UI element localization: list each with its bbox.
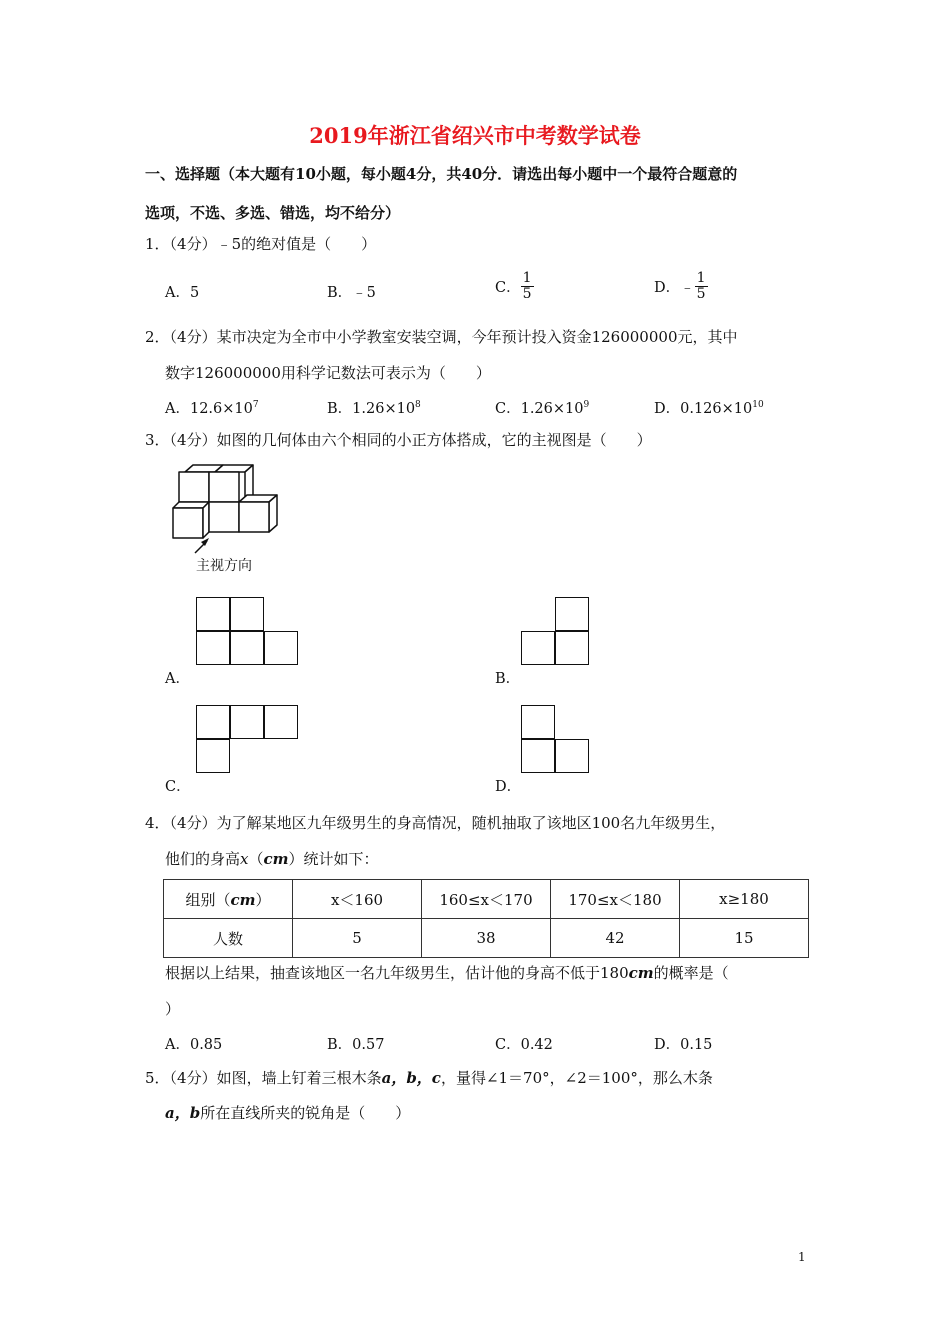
q4-stem2-var: x bbox=[240, 850, 249, 868]
q4-stem-line2 bbox=[165, 848, 379, 869]
q1-d-denominator: 5 bbox=[696, 286, 706, 302]
table-cell: x≥180 bbox=[680, 880, 809, 919]
grid-cell bbox=[521, 705, 555, 739]
q3-view-direction-label: 主视方向 bbox=[196, 558, 252, 574]
q4-stem2-mid: （ bbox=[248, 850, 264, 868]
q2-c-base: C．1.26×10 bbox=[495, 401, 584, 417]
q4-after-line2: ） bbox=[165, 1000, 181, 1018]
q2-d-exp: 10 bbox=[752, 400, 764, 410]
q1-option-d-prefix: D．﹣ bbox=[654, 280, 695, 296]
q4-option-a: A．0.85 bbox=[165, 1037, 223, 1053]
q3-option-c-label: C． bbox=[165, 779, 191, 795]
q3-option-d-label: D． bbox=[495, 779, 522, 795]
grid-cell bbox=[521, 631, 555, 665]
q3-stem: 3．（4分）如图的几何体由六个相同的小正方体搭成，它的主视图是（ ） bbox=[145, 431, 652, 449]
table-cell: 160≤x＜170 bbox=[422, 880, 551, 919]
q2-option-a bbox=[165, 397, 259, 418]
grid-cell bbox=[521, 739, 555, 773]
q4-after-post: 的概率是（ bbox=[653, 964, 729, 982]
q2-stem-line2: 数字126000000用科学记数法可表示为（ ） bbox=[165, 364, 491, 382]
grid-cell bbox=[555, 597, 589, 631]
table-cell: 5 bbox=[293, 919, 422, 958]
header-label-unit: cm bbox=[230, 890, 256, 909]
grid-cell bbox=[230, 597, 264, 631]
q1-option-c-fraction bbox=[521, 271, 534, 302]
grid-cell bbox=[230, 631, 264, 665]
grid-cell bbox=[555, 631, 589, 665]
q2-b-base: B．1.26×10 bbox=[327, 401, 416, 417]
grid-cell bbox=[264, 631, 298, 665]
q2-b-exp: 8 bbox=[415, 400, 421, 410]
table-row bbox=[164, 919, 809, 958]
header-label-pre: 组别（ bbox=[185, 890, 231, 909]
page-title: 2019年浙江省绍兴市中考数学试卷 bbox=[309, 123, 641, 148]
q5-stem-line2 bbox=[165, 1102, 410, 1123]
q1-option-c bbox=[495, 271, 534, 302]
grid-cell bbox=[264, 705, 298, 739]
grid-cell bbox=[196, 631, 230, 665]
q4-stem-line1: 4．（4分）为了解某地区九年级男生的身高情况，随机抽取了该地区100名九年级男生， bbox=[145, 814, 726, 832]
table-cell-header-label bbox=[164, 880, 293, 919]
q4-stem2-pre: 他们的身高 bbox=[165, 850, 241, 868]
section-heading-line2: 选项，不选、多选、错选，均不给分） bbox=[145, 204, 401, 222]
q4-after-pre: 根据以上结果，抽查该地区一名九年级男生，估计他的身高不低于180 bbox=[165, 964, 629, 982]
q3-option-a-label: A． bbox=[165, 671, 190, 687]
q2-c-exp: 9 bbox=[583, 400, 590, 410]
q1-option-c-prefix: C． bbox=[495, 280, 521, 296]
table-row bbox=[164, 880, 809, 919]
grid-cell bbox=[230, 705, 264, 739]
q4-option-b: B．0.57 bbox=[327, 1037, 385, 1053]
q1-option-d-fraction bbox=[695, 271, 708, 302]
q3-solid-figure bbox=[165, 458, 295, 558]
q2-a-base: A．12.6×10 bbox=[165, 401, 253, 417]
table-cell: x＜160 bbox=[293, 880, 422, 919]
q2-option-d bbox=[654, 397, 764, 418]
q1-option-b: B．﹣5 bbox=[327, 285, 376, 301]
q5-stem1-pre: 5．（4分）如图，墙上钉着三根木条 bbox=[145, 1069, 382, 1087]
q4-option-c: C．0.42 bbox=[495, 1037, 553, 1053]
q4-stem2-unit: cm bbox=[263, 850, 289, 868]
q4-after-line1 bbox=[165, 962, 729, 983]
q1-option-d bbox=[654, 271, 708, 302]
q1-d-numerator: 1 bbox=[696, 270, 706, 286]
table-cell: 人数 bbox=[164, 919, 293, 958]
q5-stem2-vars: a，b bbox=[165, 1104, 201, 1122]
grid-cell bbox=[196, 739, 230, 773]
q1-stem: 1．（4分）﹣5的绝对值是（ ） bbox=[145, 235, 377, 253]
q1-c-denominator: 5 bbox=[522, 286, 532, 302]
q1-c-numerator: 1 bbox=[522, 270, 532, 286]
grid-cell bbox=[196, 705, 230, 739]
q2-a-exp: 7 bbox=[252, 400, 259, 410]
q5-stem1-vars: a，b，c bbox=[381, 1069, 441, 1087]
q2-option-c bbox=[495, 397, 589, 418]
table-cell: 170≤x＜180 bbox=[551, 880, 680, 919]
header-label-post: ） bbox=[255, 890, 271, 909]
section-heading-line1: 一、选择题（本大题有10小题，每小题4分，共40分．请选出每小题中一个最符合题意的 bbox=[145, 165, 738, 183]
q4-data-table bbox=[163, 879, 809, 958]
q2-option-b bbox=[327, 397, 421, 418]
q4-after-unit: cm bbox=[628, 964, 654, 982]
q5-stem1-post: ，量得∠1＝70°，∠2＝100°，那么木条 bbox=[440, 1069, 713, 1087]
grid-cell bbox=[555, 739, 589, 773]
q4-option-d: D．0.15 bbox=[654, 1037, 713, 1053]
q3-option-b-label: B． bbox=[495, 671, 521, 687]
q1-option-a: A．5 bbox=[165, 285, 200, 301]
grid-cell bbox=[196, 597, 230, 631]
q5-stem-line1 bbox=[145, 1067, 713, 1088]
q5-stem2-post: 所在直线所夹的锐角是（ ） bbox=[200, 1104, 411, 1122]
page-number: 1 bbox=[798, 1250, 806, 1264]
table-cell: 42 bbox=[551, 919, 680, 958]
table-cell: 15 bbox=[680, 919, 809, 958]
table-cell: 38 bbox=[422, 919, 551, 958]
q2-stem-line1: 2．（4分）某市决定为全市中小学教室安装空调，今年预计投入资金126000000元，其中 bbox=[145, 328, 738, 346]
q4-stem2-post: ）统计如下： bbox=[288, 850, 379, 868]
q2-d-base: D．0.126×10 bbox=[654, 401, 753, 417]
